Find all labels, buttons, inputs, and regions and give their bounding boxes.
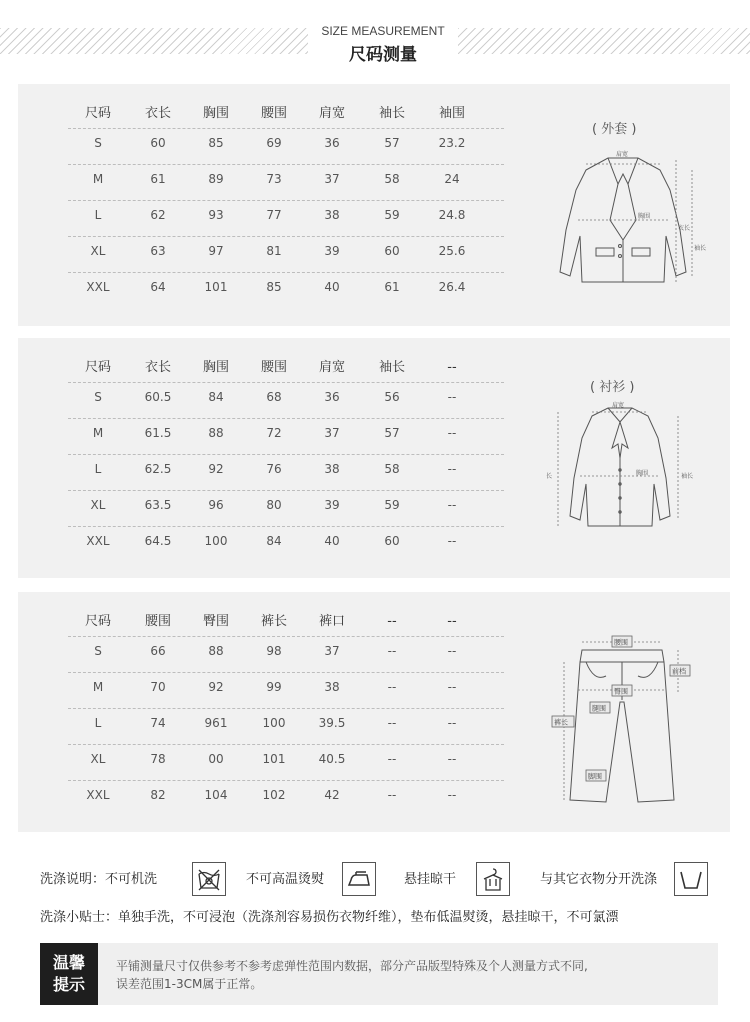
jacket-table-row [68,200,504,236]
shirt-shoulder-label: 肩宽 [612,402,625,409]
shirt-size-table [68,354,504,562]
jacket-table-cell: M [92,172,104,186]
care-no-hot-iron-text: 不可高温烫熨 [246,872,325,887]
shirt-table-cell: 57 [384,426,400,440]
care-no-machine-wash-text: 洗涤说明：不可机洗 [40,872,158,887]
shirt-table-cell: 38 [324,462,340,476]
pants-table-cell: 82 [150,788,166,802]
shirt-table-cell: 88 [208,426,224,440]
pants-table-cell: M [92,680,104,694]
jacket-table-cell: 58 [384,172,400,186]
pants-table-cell: 961 [204,716,228,730]
shirt-table-cell: 36 [324,390,340,404]
decorative-stripes-right [458,28,750,54]
pants-table-cell: 104 [204,788,228,802]
jacket-table-cell: 89 [208,172,224,186]
jacket-table-cell: 38 [324,208,340,222]
shirt-table-cell: 100 [204,534,228,548]
shirt-column-header: 肩宽 [318,360,345,375]
shirt-table-row [68,382,504,418]
shirt-table-cell: 62.5 [144,462,172,476]
shirt-table-cell: 40 [324,534,340,548]
pants-table-cell: XL [90,752,106,766]
jacket-table-row [68,236,504,272]
care-wash-separately-text: 与其它衣物分开洗涤 [540,872,658,887]
jacket-chest-label: 胸围 [638,213,651,220]
shirt-table-row [68,526,504,562]
pants-hip-label: 臀围 [614,687,628,696]
shirt-table-cell: XL [90,498,106,512]
jacket-table-cell: XL [90,244,106,258]
pants-table-cell: -- [387,752,397,766]
notice-tag-line1: 温馨 [52,953,85,972]
jacket-table-row [68,164,504,200]
jacket-table-header [68,100,504,128]
jacket-table-cell: 64 [150,280,166,294]
hang-dry-icon [476,862,510,896]
jacket-column-header: 腰围 [260,106,287,121]
pants-table-cell: -- [387,644,397,658]
shirt-table-cell: M [92,426,104,440]
jacket-table-cell: 26.4 [438,280,466,294]
pants-table-cell: -- [447,644,457,658]
pants-column-header: 裤长 [260,614,287,629]
pants-column-header: 尺码 [84,614,111,629]
jacket-table-cell: 63 [150,244,166,258]
shirt-chest-label: 胸围 [636,470,649,477]
jacket-table-cell: 24 [444,172,460,186]
jacket-column-header: 袖长 [378,106,405,121]
jacket-size-table [68,100,504,308]
jacket-table-cell: 62 [150,208,166,222]
notice-text-line2: 误差范围1-3CM属于正常。 [116,977,263,991]
pants-table-cell: 74 [150,716,166,730]
pants-table-cell: 88 [208,644,224,658]
shirt-table-cell: 60.5 [144,390,172,404]
jacket-column-header: 胸围 [202,106,229,121]
pants-table-cell: 92 [208,680,224,694]
jacket-table-cell: 93 [208,208,224,222]
pants-table-cell: S [94,644,102,658]
pants-table-cell: 102 [262,788,286,802]
jacket-table-cell: L [94,208,102,222]
shirt-table-cell: L [94,462,102,476]
pants-table-row [68,636,504,672]
pants-table-cell: 98 [266,644,282,658]
jacket-table-cell: 59 [384,208,400,222]
jacket-table-cell: 77 [266,208,282,222]
jacket-length-label: 衣长 [678,225,691,232]
shirt-table-cell: 60 [384,534,400,548]
pants-length-label: 裤长 [554,718,568,727]
jacket-table-cell: 36 [324,136,340,150]
shirt-table-cell: -- [447,534,457,548]
jacket-table-cell: XXL [86,280,110,294]
shirt-table-cell: -- [447,390,457,404]
notice-text-line1: 平铺测量尺寸仅供参考不参考虑弹性范围内数据，部分产品版型特殊及个人测量方式不同, [116,959,588,973]
care-instructions [40,862,720,898]
iron-icon [342,862,376,896]
shirt-table-cell: 96 [208,498,224,512]
jacket-table-cell: S [94,136,102,150]
pants-table-cell: L [94,716,102,730]
jacket-shoulder-label: 肩宽 [616,151,629,158]
pants-column-header: -- [447,614,457,629]
pants-table-cell: 70 [150,680,166,694]
pants-table-cell: 101 [262,752,286,766]
shirt-table-cell: 59 [384,498,400,512]
section-header [0,0,750,70]
shirt-column-header: 腰围 [260,360,287,375]
pants-waist-label: 腰围 [614,638,628,647]
jacket-column-header: 尺码 [84,106,111,121]
shirt-table-cell: 37 [324,426,340,440]
pants-table-cell: -- [447,752,457,766]
jacket-table-cell: 60 [384,244,400,258]
jacket-table-cell: 57 [384,136,400,150]
jacket-table-cell: 81 [266,244,282,258]
pants-table-cell: -- [387,716,397,730]
pants-table-cell: 38 [324,680,340,694]
pants-hem-label: 脚围 [588,772,602,781]
pants-table-header [68,608,504,636]
jacket-sleeve-label: 袖长 [694,245,707,252]
pants-table-cell: 39.5 [318,716,346,730]
shirt-table-cell: 84 [208,390,224,404]
shirt-size-panel [18,338,730,578]
pants-table-cell: 78 [150,752,166,766]
shirt-table-cell: 39 [324,498,340,512]
shirt-table-cell: 61.5 [144,426,172,440]
pants-table-row [68,672,504,708]
shirt-table-cell: 80 [266,498,282,512]
pants-table-cell: -- [447,680,457,694]
jacket-table-cell: 73 [266,172,282,186]
shirt-column-header: 胸围 [202,360,229,375]
jacket-size-panel [18,84,730,326]
shirt-table-cell: -- [447,462,457,476]
shirt-table-cell: 63.5 [144,498,172,512]
notice-box [40,943,718,1005]
pants-diagram [542,632,702,812]
pants-table-cell: -- [387,680,397,694]
shirt-table-cell: S [94,390,102,404]
shirt-table-cell: 76 [266,462,282,476]
shirt-table-row [68,418,504,454]
pants-size-panel [18,592,730,832]
notice-tag [40,943,98,1005]
jacket-table-cell: 61 [150,172,166,186]
notice-text [116,957,706,993]
pants-column-header: -- [387,614,397,629]
pants-table-cell: 100 [262,716,286,730]
pants-table-cell: -- [447,716,457,730]
jacket-table-cell: 61 [384,280,400,294]
shirt-table-header [68,354,504,382]
jacket-table-row [68,272,504,308]
pants-table-cell: 37 [324,644,340,658]
jacket-table-cell: 37 [324,172,340,186]
shirt-column-header: -- [447,360,457,375]
jacket-table-cell: 24.8 [438,208,466,222]
jacket-column-header: 肩宽 [318,106,345,121]
jacket-table-cell: 85 [208,136,224,150]
shirt-table-cell: 72 [266,426,282,440]
pants-table-cell: -- [387,788,397,802]
jacket-table-cell: 97 [208,244,224,258]
pants-table-cell: -- [447,788,457,802]
shirt-column-header: 袖长 [378,360,405,375]
shirt-column-header: 衣长 [144,360,171,375]
jacket-table-cell: 25.6 [438,244,466,258]
shirt-table-cell: 84 [266,534,282,548]
notice-tag-line2: 提示 [52,975,85,994]
washing-tips: 洗涤小贴士：单独手洗，不可浸泡（洗涤剂容易损伤衣物纤维），垫布低温熨烫，悬挂晾干，不可氯漂 [40,910,619,925]
pants-table-row [68,780,504,816]
shirt-column-header: 尺码 [84,360,111,375]
shirt-table-cell: 92 [208,462,224,476]
pants-size-table [68,608,504,816]
jacket-table-cell: 40 [324,280,340,294]
care-hang-dry-text: 悬挂晾干 [404,872,457,887]
header-title-en: SIZE MEASUREMENT [321,24,445,38]
jacket-table-cell: 23.2 [438,136,466,150]
shirt-table-row [68,490,504,526]
shirt-diagram [540,398,700,538]
pants-table-cell: 66 [150,644,166,658]
jacket-table-cell: 101 [204,280,228,294]
shirt-caption: ( 衬衫 ) [590,380,635,395]
wash-separately-icon [674,862,708,896]
jacket-table-cell: 60 [150,136,166,150]
pants-table-row [68,744,504,780]
pants-column-header: 腰围 [144,614,171,629]
jacket-table-cell: 39 [324,244,340,258]
shirt-sleeve-label: 袖长 [681,473,694,480]
jacket-table-cell: 85 [266,280,282,294]
pants-table-cell: 99 [266,680,282,694]
shirt-table-cell: 58 [384,462,400,476]
shirt-table-cell: -- [447,426,457,440]
pants-table-cell: 00 [208,752,224,766]
jacket-caption: ( 外套 ) [592,122,637,137]
jacket-diagram [538,140,708,318]
pants-thigh-label: 腿围 [592,704,606,713]
shirt-table-row [68,454,504,490]
shirt-table-cell: 68 [266,390,282,404]
pants-table-row [68,708,504,744]
pants-column-header: 裤口 [318,614,345,629]
pants-table-cell: 42 [324,788,340,802]
header-title-cn: 尺码测量 [349,45,417,65]
shirt-table-cell: -- [447,498,457,512]
jacket-column-header: 袖围 [438,106,465,121]
no-machine-wash-icon [192,862,226,896]
jacket-table-row [68,128,504,164]
shirt-length-label: 长 [546,473,553,480]
pants-rise-label: 前档 [672,667,686,676]
jacket-column-header: 衣长 [144,106,171,121]
shirt-table-cell: XXL [86,534,110,548]
pants-column-header: 臀围 [202,614,229,629]
shirt-table-cell: 64.5 [144,534,172,548]
pants-table-cell: XXL [86,788,110,802]
pants-table-cell: 40.5 [318,752,346,766]
shirt-table-cell: 56 [384,390,400,404]
jacket-table-cell: 69 [266,136,282,150]
decorative-stripes-left [0,28,308,54]
